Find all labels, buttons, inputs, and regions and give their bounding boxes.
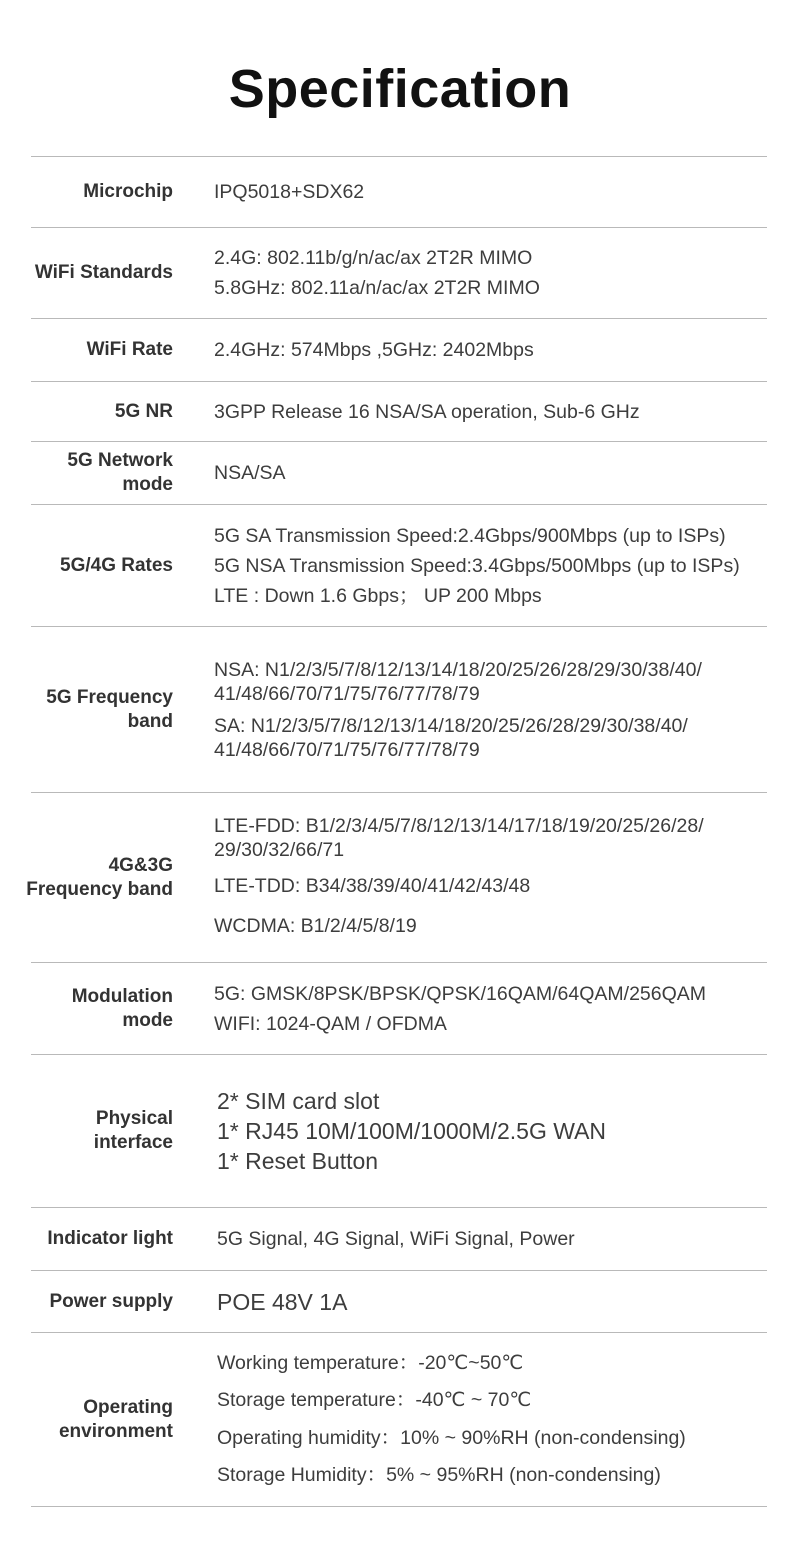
spec-value (214, 228, 800, 318)
spec-value (214, 157, 800, 227)
spec-row-physical-interface (31, 1054, 767, 1207)
spec-label: Microchip (83, 181, 173, 202)
spec-value-line: 5G SA Transmission Speed:2.4Gbps/900Mbps (up to ISPs) (214, 524, 726, 547)
spec-row-power-supply (31, 1270, 767, 1332)
spec-label: Operating environment (58, 1396, 173, 1442)
spec-value (217, 1208, 800, 1270)
page-title: Specification (228, 59, 572, 119)
spec-row-wifi-standards (31, 227, 767, 318)
spec-label: Indicator light (47, 1228, 173, 1249)
spec-value-line: Storage Humidity：5% ~ 95%RH (non-condensing) (217, 1464, 661, 1486)
spec-value-line: Operating humidity：10% ~ 90%RH (non-condensing) (217, 1426, 686, 1449)
spec-value-line: WCDMA: B1/2/4/5/8/19 (214, 914, 417, 937)
spec-label: WiFi Standards (34, 262, 173, 283)
spec-value (214, 442, 800, 504)
spec-row-5g-nr (31, 381, 767, 441)
spec-value (214, 627, 800, 792)
spec-row-5g-network-mode (31, 441, 767, 504)
spec-value-line: 5G NSA Transmission Speed:3.4Gbps/500Mbps (up to ISPs) (214, 554, 740, 577)
spec-value-line: 5G: GMSK/8PSK/BPSK/QPSK/16QAM/64QAM/256QAM (214, 982, 707, 1005)
spec-row-microchip (31, 156, 767, 227)
spec-row-4g-3g-frequency-band (26, 792, 767, 962)
spec-value-line: 1* RJ45 10M/100M/1000M/2.5G WAN (217, 1118, 607, 1144)
spec-value-line: IPQ5018+SDX62 (214, 181, 365, 203)
spec-value-line: LTE-FDD: B1/2/3/4/5/7/8/12/13/14/17/18/19/20/25/26/28/ (214, 814, 704, 837)
spec-value-line: LTE-TDD: B34/38/39/40/41/42/43/48 (214, 874, 531, 897)
spec-value (217, 1333, 800, 1506)
spec-value (214, 793, 800, 962)
spec-label: Modulation mode (71, 985, 173, 1031)
spec-value-line: 29/30/32/66/71 (214, 838, 345, 861)
spec-row-modulation-mode (31, 962, 767, 1054)
spec-row-indicator-light (31, 1207, 767, 1270)
spec-row-operating-environment (31, 1332, 767, 1507)
spec-value (214, 382, 800, 441)
spec-value-line: 2.4GHz: 574Mbps ,5GHz: 2402Mbps (214, 339, 534, 361)
spec-value-line: 2.4G: 802.11b/g/n/ac/ax 2T2R MIMO (214, 247, 533, 269)
spec-label: 5G/4G Rates (60, 554, 173, 576)
spec-value-line: 5G Signal, 4G Signal, WiFi Signal, Power (217, 1228, 575, 1250)
spec-value-line: LTE : Down 1.6 Gbps； UP 200 Mbps (214, 584, 542, 607)
spec-value-line: 41/48/66/70/71/75/76/77/78/79 (214, 682, 480, 705)
spec-value-line: 2* SIM card slot (217, 1088, 380, 1114)
spec-value (214, 319, 800, 381)
spec-value (217, 1055, 800, 1207)
spec-value-line: NSA: N1/2/3/5/7/8/12/13/14/18/20/25/26/28/29/30/38/40/ (214, 658, 702, 681)
spec-value-group (214, 658, 800, 706)
spec-label: Power supply (49, 1290, 173, 1312)
spec-value (214, 963, 800, 1054)
spec-value-line: 1* Reset Button (217, 1148, 379, 1174)
spec-row-5g-frequency-band (31, 626, 767, 792)
spec-value-line: SA: N1/2/3/5/7/8/12/13/14/18/20/25/26/28/29/30/38/40/ (214, 714, 688, 737)
spec-value-group (214, 874, 800, 898)
spec-value-line: 41/48/66/70/71/75/76/77/78/79 (214, 738, 480, 761)
spec-value-line: 5.8GHz: 802.11a/n/ac/ax 2T2R MIMO (214, 277, 540, 299)
spec-label: Physical interface (93, 1108, 173, 1153)
spec-value (217, 1271, 800, 1332)
spec-value-group (214, 914, 800, 938)
spec-value-line: Storage temperature：-40℃ ~ 70℃ (217, 1389, 532, 1411)
spec-value-line: NSA/SA (214, 462, 286, 484)
spec-table (26, 156, 767, 1507)
spec-row-5g-4g-rates (31, 504, 767, 626)
spec-row-wifi-rate (31, 318, 767, 381)
spec-label: 4G&3G Frequency band (26, 854, 173, 900)
spec-value-line: POE 48V 1A (217, 1288, 348, 1315)
spec-value-line: WIFI: 1024-QAM / OFDMA (214, 1012, 447, 1035)
spec-value-group (214, 814, 800, 862)
spec-label: WiFi Rate (86, 339, 173, 360)
spec-value-group (214, 714, 800, 762)
spec-value-line: Working temperature：-20℃~50℃ (217, 1351, 524, 1374)
spec-label: 5G Frequency band (46, 686, 173, 732)
spec-value (214, 505, 800, 626)
spec-label: 5G NR (114, 400, 173, 422)
spec-value-line: 3GPP Release 16 NSA/SA operation, Sub-6 GHz (214, 400, 640, 423)
spec-label: 5G Network mode (67, 450, 173, 495)
